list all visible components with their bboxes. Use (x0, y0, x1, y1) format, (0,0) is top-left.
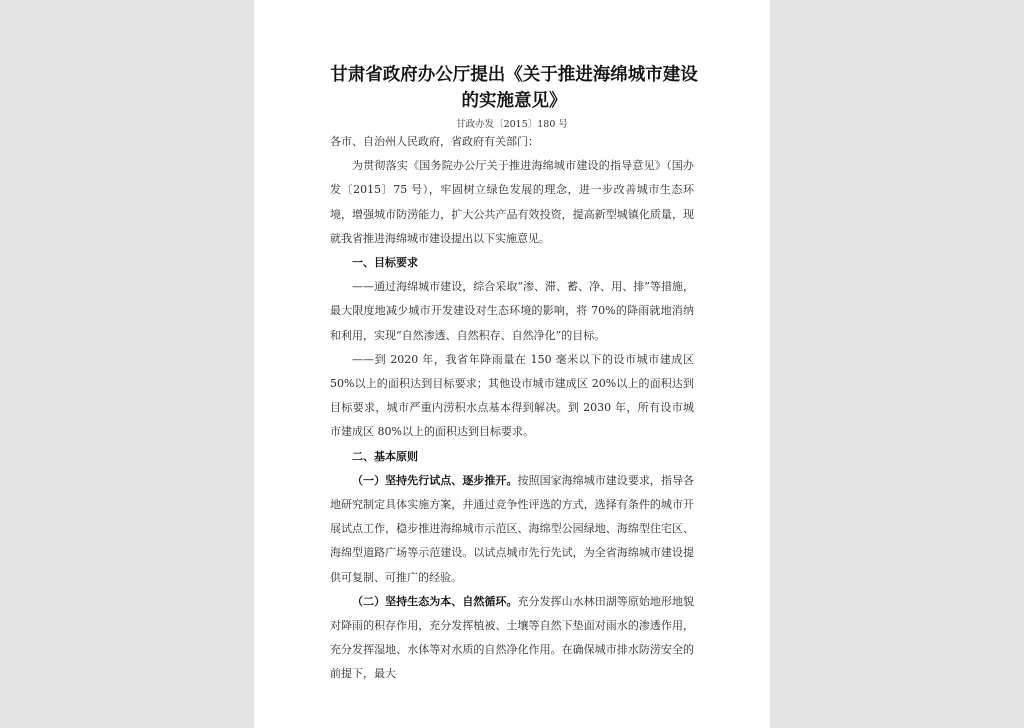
section-heading-principles: 二、基本原则 (352, 449, 418, 463)
intro-paragraph: 为贯彻落实《国务院办公厅关于推进海绵城市建设的指导意见》（国办发〔2015〕75 号），牢固树立绿色发展的理念，进一步改善城市生态环境，增强城市防涝能力，扩大公共产品有效投资，提高新型城镇化质量，现就我省推进海绵城市建设提出以下实施意见。 (330, 159, 694, 245)
document-number: 甘政办发〔2015〕180 号 (456, 119, 568, 130)
principle-item-1 (330, 469, 694, 590)
principle-item-1-text: 按照国家海绵城市建设要求，指导各地研究制定具体实施方案，并通过竞争性评选的方式，选择有条件的城市开展试点工作，稳步推进海绵城市示范区、海绵型公园绿地、海绵型住宅区、海绵型道路广场等示范建设。以试点城市先行先试，为全省海绵城市建设提供可复制、可推广的经验。 (330, 473, 694, 584)
document-page (254, 0, 770, 728)
principle-item-2-text: 充分发挥山水林田湖等原始地形地貌对降雨的积存作用，充分发挥植被、土壤等自然下垫面对雨水的渗透作用，充分发挥湿地、水体等对水质的自然净化作用。在确保城市排水防涝安全的前提下，最大 (330, 594, 694, 681)
salutation: 各市、自治州人民政府，省政府有关部门： (330, 135, 539, 148)
document-body (330, 130, 694, 687)
section-heading-goals: 一、目标要求 (352, 256, 418, 270)
principle-item-2 (330, 590, 694, 687)
document-title: 甘肃省政府办公厅提出《关于推进海绵城市建设的实施意见》 (330, 65, 698, 111)
goals-paragraph-2: ——到 2020 年，我省年降雨量在 150 毫米以下的设市城市建成区 50%以上的面积达到目标要求；其他设市城市建成区 20%以上的面积达到目标要求，城市严重内涝积水点基本得到解决。到 2030 年，所有设市城市建成区 80%以上的面积达到目标要求。 (330, 352, 694, 439)
goals-paragraph-1: ——通过海绵城市建设，综合采取“渗、滞、蓄、净、用、排”等措施，最大限度地减少城市开发建设对生态环境的影响，将 70%的降雨就地消纳和利用，实现“自然渗透、自然积存、自然净化”的目标。 (330, 280, 694, 342)
principle-item-1-lead: （一）坚持先行试点、逐步推开。 (352, 473, 518, 487)
principle-item-2-lead: （二）坚持生态为本、自然循环。 (352, 594, 518, 608)
